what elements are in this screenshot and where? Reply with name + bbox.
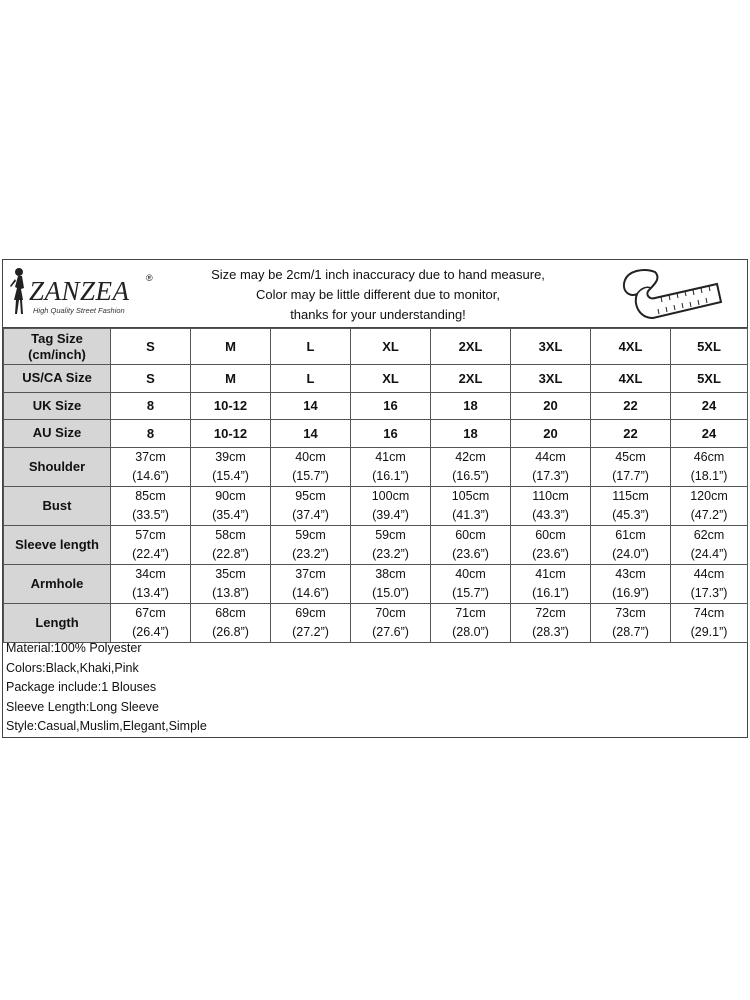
inch-value: (23.6”) xyxy=(532,546,569,561)
size-chart xyxy=(2,259,748,738)
row-header: Sleeve length xyxy=(4,525,111,564)
size-cell: M xyxy=(191,365,271,393)
inch-value: (26.8”) xyxy=(212,624,249,639)
inch-value: (13.8”) xyxy=(212,585,249,600)
measure-cell xyxy=(671,447,748,486)
inch-value: (15.7”) xyxy=(452,585,489,600)
row-header: Shoulder xyxy=(4,447,111,486)
measure-cell xyxy=(671,525,748,564)
measure-cell xyxy=(511,603,591,642)
info-line: Material:100% Polyester xyxy=(6,641,142,655)
table-row xyxy=(4,420,748,448)
inch-value: (39.4”) xyxy=(372,507,409,522)
size-cell: 2XL xyxy=(431,329,511,365)
measure-cell xyxy=(111,486,191,525)
size-cell: 10-12 xyxy=(191,420,271,448)
cm-value: 44cm xyxy=(535,449,566,464)
measure-cell xyxy=(431,486,511,525)
inch-value: (22.4”) xyxy=(132,546,169,561)
inch-value: (16.5”) xyxy=(452,468,489,483)
cm-value: 34cm xyxy=(135,566,166,581)
measure-cell xyxy=(351,525,431,564)
cm-value: 85cm xyxy=(135,488,166,503)
inch-value: (15.4”) xyxy=(212,468,249,483)
size-cell: 16 xyxy=(351,420,431,448)
brand-logo xyxy=(7,266,157,322)
measure-cell xyxy=(591,564,671,603)
inch-value: (23.2”) xyxy=(372,546,409,561)
cm-value: 58cm xyxy=(215,527,246,542)
measure-cell xyxy=(191,447,271,486)
row-header: Bust xyxy=(4,486,111,525)
inch-value: (23.2”) xyxy=(292,546,329,561)
measure-cell xyxy=(511,486,591,525)
size-cell: 20 xyxy=(511,392,591,420)
table-row xyxy=(4,365,748,393)
inch-value: (18.1”) xyxy=(690,468,728,483)
cm-value: 40cm xyxy=(295,449,326,464)
measure-cell xyxy=(591,603,671,642)
measure-cell xyxy=(511,447,591,486)
size-cell: 4XL xyxy=(591,329,671,365)
size-cell: 18 xyxy=(431,420,511,448)
size-notice xyxy=(178,265,578,325)
size-cell: 3XL xyxy=(511,365,591,393)
registered-mark: ® xyxy=(146,273,153,283)
inch-value: (23.6”) xyxy=(452,546,489,561)
measure-cell xyxy=(111,525,191,564)
inch-value: (24.0”) xyxy=(612,546,649,561)
size-cell: 14 xyxy=(271,392,351,420)
row-header: AU Size xyxy=(4,420,111,448)
cm-value: 69cm xyxy=(295,605,326,620)
measure-cell xyxy=(111,603,191,642)
size-cell: 18 xyxy=(431,392,511,420)
inch-value: (43.3”) xyxy=(532,507,569,522)
measure-cell xyxy=(671,603,748,642)
inch-value: (16.1”) xyxy=(372,468,409,483)
table-row xyxy=(4,525,748,564)
inch-value: (14.6”) xyxy=(292,585,329,600)
inch-value: (16.1”) xyxy=(532,585,569,600)
size-cell: 2XL xyxy=(431,365,511,393)
cm-value: 59cm xyxy=(295,527,326,542)
cm-value: 71cm xyxy=(455,605,486,620)
measure-cell xyxy=(271,447,351,486)
measure-cell xyxy=(351,564,431,603)
cm-value: 37cm xyxy=(295,566,326,581)
cm-value: 43cm xyxy=(615,566,646,581)
inch-value: (45.3”) xyxy=(612,507,649,522)
size-cell: 22 xyxy=(591,420,671,448)
inch-value: (29.1”) xyxy=(690,624,728,639)
size-cell: L xyxy=(271,365,351,393)
measure-cell xyxy=(511,564,591,603)
cm-value: 39cm xyxy=(215,449,246,464)
inch-value: (27.2”) xyxy=(292,624,329,639)
cm-value: 35cm xyxy=(215,566,246,581)
measure-cell xyxy=(271,603,351,642)
measure-cell xyxy=(431,525,511,564)
cm-value: 100cm xyxy=(371,488,410,503)
inch-value: (17.7”) xyxy=(612,468,649,483)
size-cell: M xyxy=(191,329,271,365)
cm-value: 41cm xyxy=(535,566,566,581)
info-line: Style:Casual,Muslim,Elegant,Simple xyxy=(6,719,207,733)
inch-value: (15.7”) xyxy=(292,468,329,483)
cm-value: 73cm xyxy=(615,605,646,620)
cm-value: 46cm xyxy=(693,449,725,464)
measure-cell xyxy=(271,564,351,603)
cm-value: 70cm xyxy=(375,605,406,620)
inch-value: (33.5”) xyxy=(132,507,169,522)
size-cell: 20 xyxy=(511,420,591,448)
inch-value: (47.2”) xyxy=(690,507,728,522)
size-cell: L xyxy=(271,329,351,365)
cm-value: 68cm xyxy=(215,605,246,620)
size-cell: S xyxy=(111,365,191,393)
cm-value: 44cm xyxy=(693,566,725,581)
row-header: UK Size xyxy=(4,392,111,420)
table-row xyxy=(4,486,748,525)
cm-value: 59cm xyxy=(375,527,406,542)
measure-cell xyxy=(111,447,191,486)
table-row xyxy=(4,392,748,420)
size-table xyxy=(3,328,748,643)
size-cell: 8 xyxy=(111,420,191,448)
cm-value: 60cm xyxy=(535,527,566,542)
inch-value: (14.6”) xyxy=(132,468,169,483)
size-cell: 24 xyxy=(671,420,748,448)
measure-cell xyxy=(431,603,511,642)
measuring-tape-icon xyxy=(615,264,727,324)
measure-cell xyxy=(351,603,431,642)
cm-value: 120cm xyxy=(690,488,728,503)
size-cell: 24 xyxy=(671,392,748,420)
inch-value: (17.3”) xyxy=(532,468,569,483)
chart-header xyxy=(3,260,747,328)
inch-value: (35.4”) xyxy=(212,507,249,522)
size-cell: 16 xyxy=(351,392,431,420)
inch-value: (15.0”) xyxy=(372,585,409,600)
measure-cell xyxy=(191,525,271,564)
brand-tagline: High Quality Street Fashion xyxy=(33,306,125,315)
measure-cell xyxy=(271,486,351,525)
inch-value: (28.3”) xyxy=(532,624,569,639)
row-header: US/CA Size xyxy=(4,365,111,393)
cm-value: 115cm xyxy=(612,488,649,503)
inch-value: (24.4”) xyxy=(690,546,728,561)
cm-value: 61cm xyxy=(615,527,646,542)
measure-cell xyxy=(671,564,748,603)
inch-value: (26.4”) xyxy=(132,624,169,639)
row-header: Tag Size (cm/inch) xyxy=(4,329,111,365)
cm-value: 60cm xyxy=(455,527,486,542)
table-row xyxy=(4,329,748,365)
inch-value: (16.9”) xyxy=(612,585,649,600)
product-info xyxy=(3,639,750,737)
cm-value: 67cm xyxy=(135,605,166,620)
measure-cell xyxy=(591,486,671,525)
measure-cell xyxy=(191,564,271,603)
cm-value: 72cm xyxy=(535,605,566,620)
inch-value: (28.0”) xyxy=(452,624,489,639)
cm-value: 90cm xyxy=(215,488,246,503)
size-cell: XL xyxy=(351,329,431,365)
notice-line: Size may be 2cm/1 inch inaccuracy due to hand measure, xyxy=(211,267,545,282)
info-line: Colors:Black,Khaki,Pink xyxy=(6,660,139,675)
measure-cell xyxy=(111,564,191,603)
cm-value: 40cm xyxy=(455,566,486,581)
measure-cell xyxy=(431,447,511,486)
measure-cell xyxy=(431,564,511,603)
size-cell: 22 xyxy=(591,392,671,420)
cm-value: 38cm xyxy=(375,566,406,581)
cm-value: 74cm xyxy=(693,605,725,620)
table-row xyxy=(4,564,748,603)
cm-value: 95cm xyxy=(295,488,326,503)
inch-value: (22.8”) xyxy=(212,546,249,561)
row-header: Length xyxy=(4,603,111,642)
cm-value: 105cm xyxy=(451,488,490,503)
cm-value: 45cm xyxy=(615,449,646,464)
size-cell: 3XL xyxy=(511,329,591,365)
notice-line: Color may be little different due to monitor, xyxy=(256,287,500,302)
woman-silhouette-icon xyxy=(7,266,29,318)
cm-value: 57cm xyxy=(135,527,166,542)
measure-cell xyxy=(191,486,271,525)
measure-cell xyxy=(511,525,591,564)
cm-value: 62cm xyxy=(693,527,725,542)
inch-value: (27.6”) xyxy=(372,624,409,639)
size-cell: 14 xyxy=(271,420,351,448)
size-cell: 5XL xyxy=(671,365,748,393)
notice-line: thanks for your understanding! xyxy=(290,307,466,322)
inch-value: (13.4”) xyxy=(132,585,169,600)
cm-value: 42cm xyxy=(455,449,486,464)
measure-cell xyxy=(671,486,748,525)
size-cell: 10-12 xyxy=(191,392,271,420)
cm-value: 37cm xyxy=(135,449,166,464)
size-cell: S xyxy=(111,329,191,365)
measure-cell xyxy=(351,447,431,486)
info-line: Sleeve Length:Long Sleeve xyxy=(6,699,159,714)
inch-value: (41.3”) xyxy=(452,507,489,522)
row-header: Armhole xyxy=(4,564,111,603)
measure-cell xyxy=(591,525,671,564)
measure-cell xyxy=(271,525,351,564)
table-row xyxy=(4,447,748,486)
inch-value: (37.4”) xyxy=(292,507,329,522)
measure-cell xyxy=(191,603,271,642)
inch-value: (17.3”) xyxy=(690,585,728,600)
size-cell: 4XL xyxy=(591,365,671,393)
measure-cell xyxy=(351,486,431,525)
info-line: Package include:1 Blouses xyxy=(6,680,157,694)
size-cell: 8 xyxy=(111,392,191,420)
table-row xyxy=(4,603,748,642)
brand-name: ZANZEA xyxy=(29,276,130,306)
cm-value: 110cm xyxy=(532,488,569,503)
measure-cell xyxy=(591,447,671,486)
size-cell: XL xyxy=(351,365,431,393)
inch-value: (28.7”) xyxy=(612,624,649,639)
size-cell: 5XL xyxy=(671,329,748,365)
cm-value: 41cm xyxy=(375,449,406,464)
